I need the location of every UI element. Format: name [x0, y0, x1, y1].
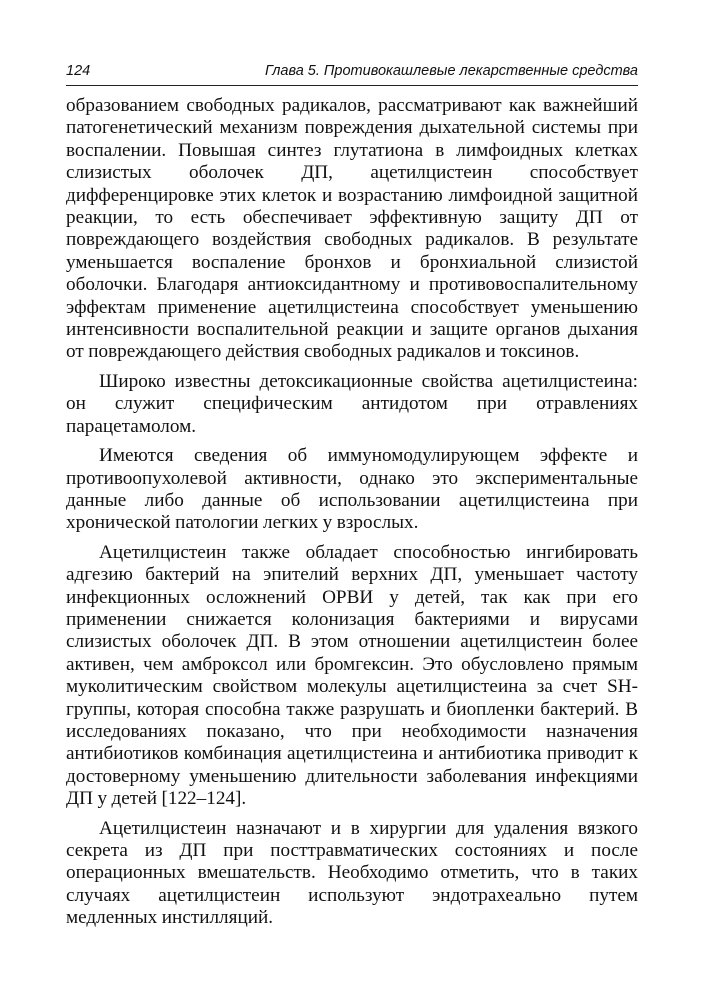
body-text — [66, 95, 638, 937]
paragraph-continuation: образованием свободных радикалов, рассматривают как важнейший патогенетический механизм повреждения дыхательной системы при воспалении. Повышая синтез глутатиона в лимфоидных клетках слизистых оболочек ДП, ацетилцистеин способствует дифференцировке этих клеток и возрастанию лимфоидной защитной реакции, то есть обеспечивает эффективную защиту ДП от повреждающего воздействия свободных радикалов. В результате уменьшается воспаление бронхов и бронхиальной слизистой оболочки. Благодаря антиоксидантному и противовоспалительному эффектам применение ацетилцистеина способствует уменьшению интенсивности воспалительной реакции и защите органов дыхания от повреждающего действия свободных радикалов и токсинов. — [66, 95, 638, 363]
page-number: 124 — [66, 63, 91, 79]
running-head — [66, 60, 638, 82]
paragraph-immunomodulation: Имеются сведения об иммуномодулирующем эффекте и противоопухолевой активности, однако это экспериментальные данные либо данные об использовании ацетилцистеина при хронической патологии легких у взрослых. — [66, 445, 638, 534]
paragraph-adhesion: Ацетилцистеин также обладает способностью ингибировать адгезию бактерий на эпителий верхних ДП, уменьшает частоту инфекционных осложнений ОРВИ у детей, так как при его применении снижается колонизация бактериями и вирусами слизистых оболочек ДП. В этом отношении ацетилцистеин более активен, чем амброксол или бромгексин. Это обусловлено прямым муколитическим свойством молекулы ацетилцистеина за счет SH-группы, которая способна также разрушать и биопленки бактерий. В исследованиях показано, что при необходимости назначения антибиотиков комбинация ацетилцистеина и антибиотика приводит к достоверному уменьшению длительности заболевания инфекциями ДП у детей [122–124]. — [66, 541, 638, 810]
paragraph-surgery: Ацетилцистеин назначают и в хирургии для удаления вязкого секрета из ДП при посттравматических состояниях и после операционных вмешательств. Необходимо отметить, что в таких случаях ацетилцистеин используют эндотрахеально путем медленных инстилляций. — [66, 817, 638, 929]
paragraph-detox: Широко известны детоксикационные свойства ацетилцистеина: он служит специфическим антидотом при отравлениях парацетамолом. — [66, 370, 638, 437]
chapter-title: Глава 5. Противокашлевые лекарственные средства — [264, 63, 638, 79]
header-divider — [66, 85, 638, 86]
